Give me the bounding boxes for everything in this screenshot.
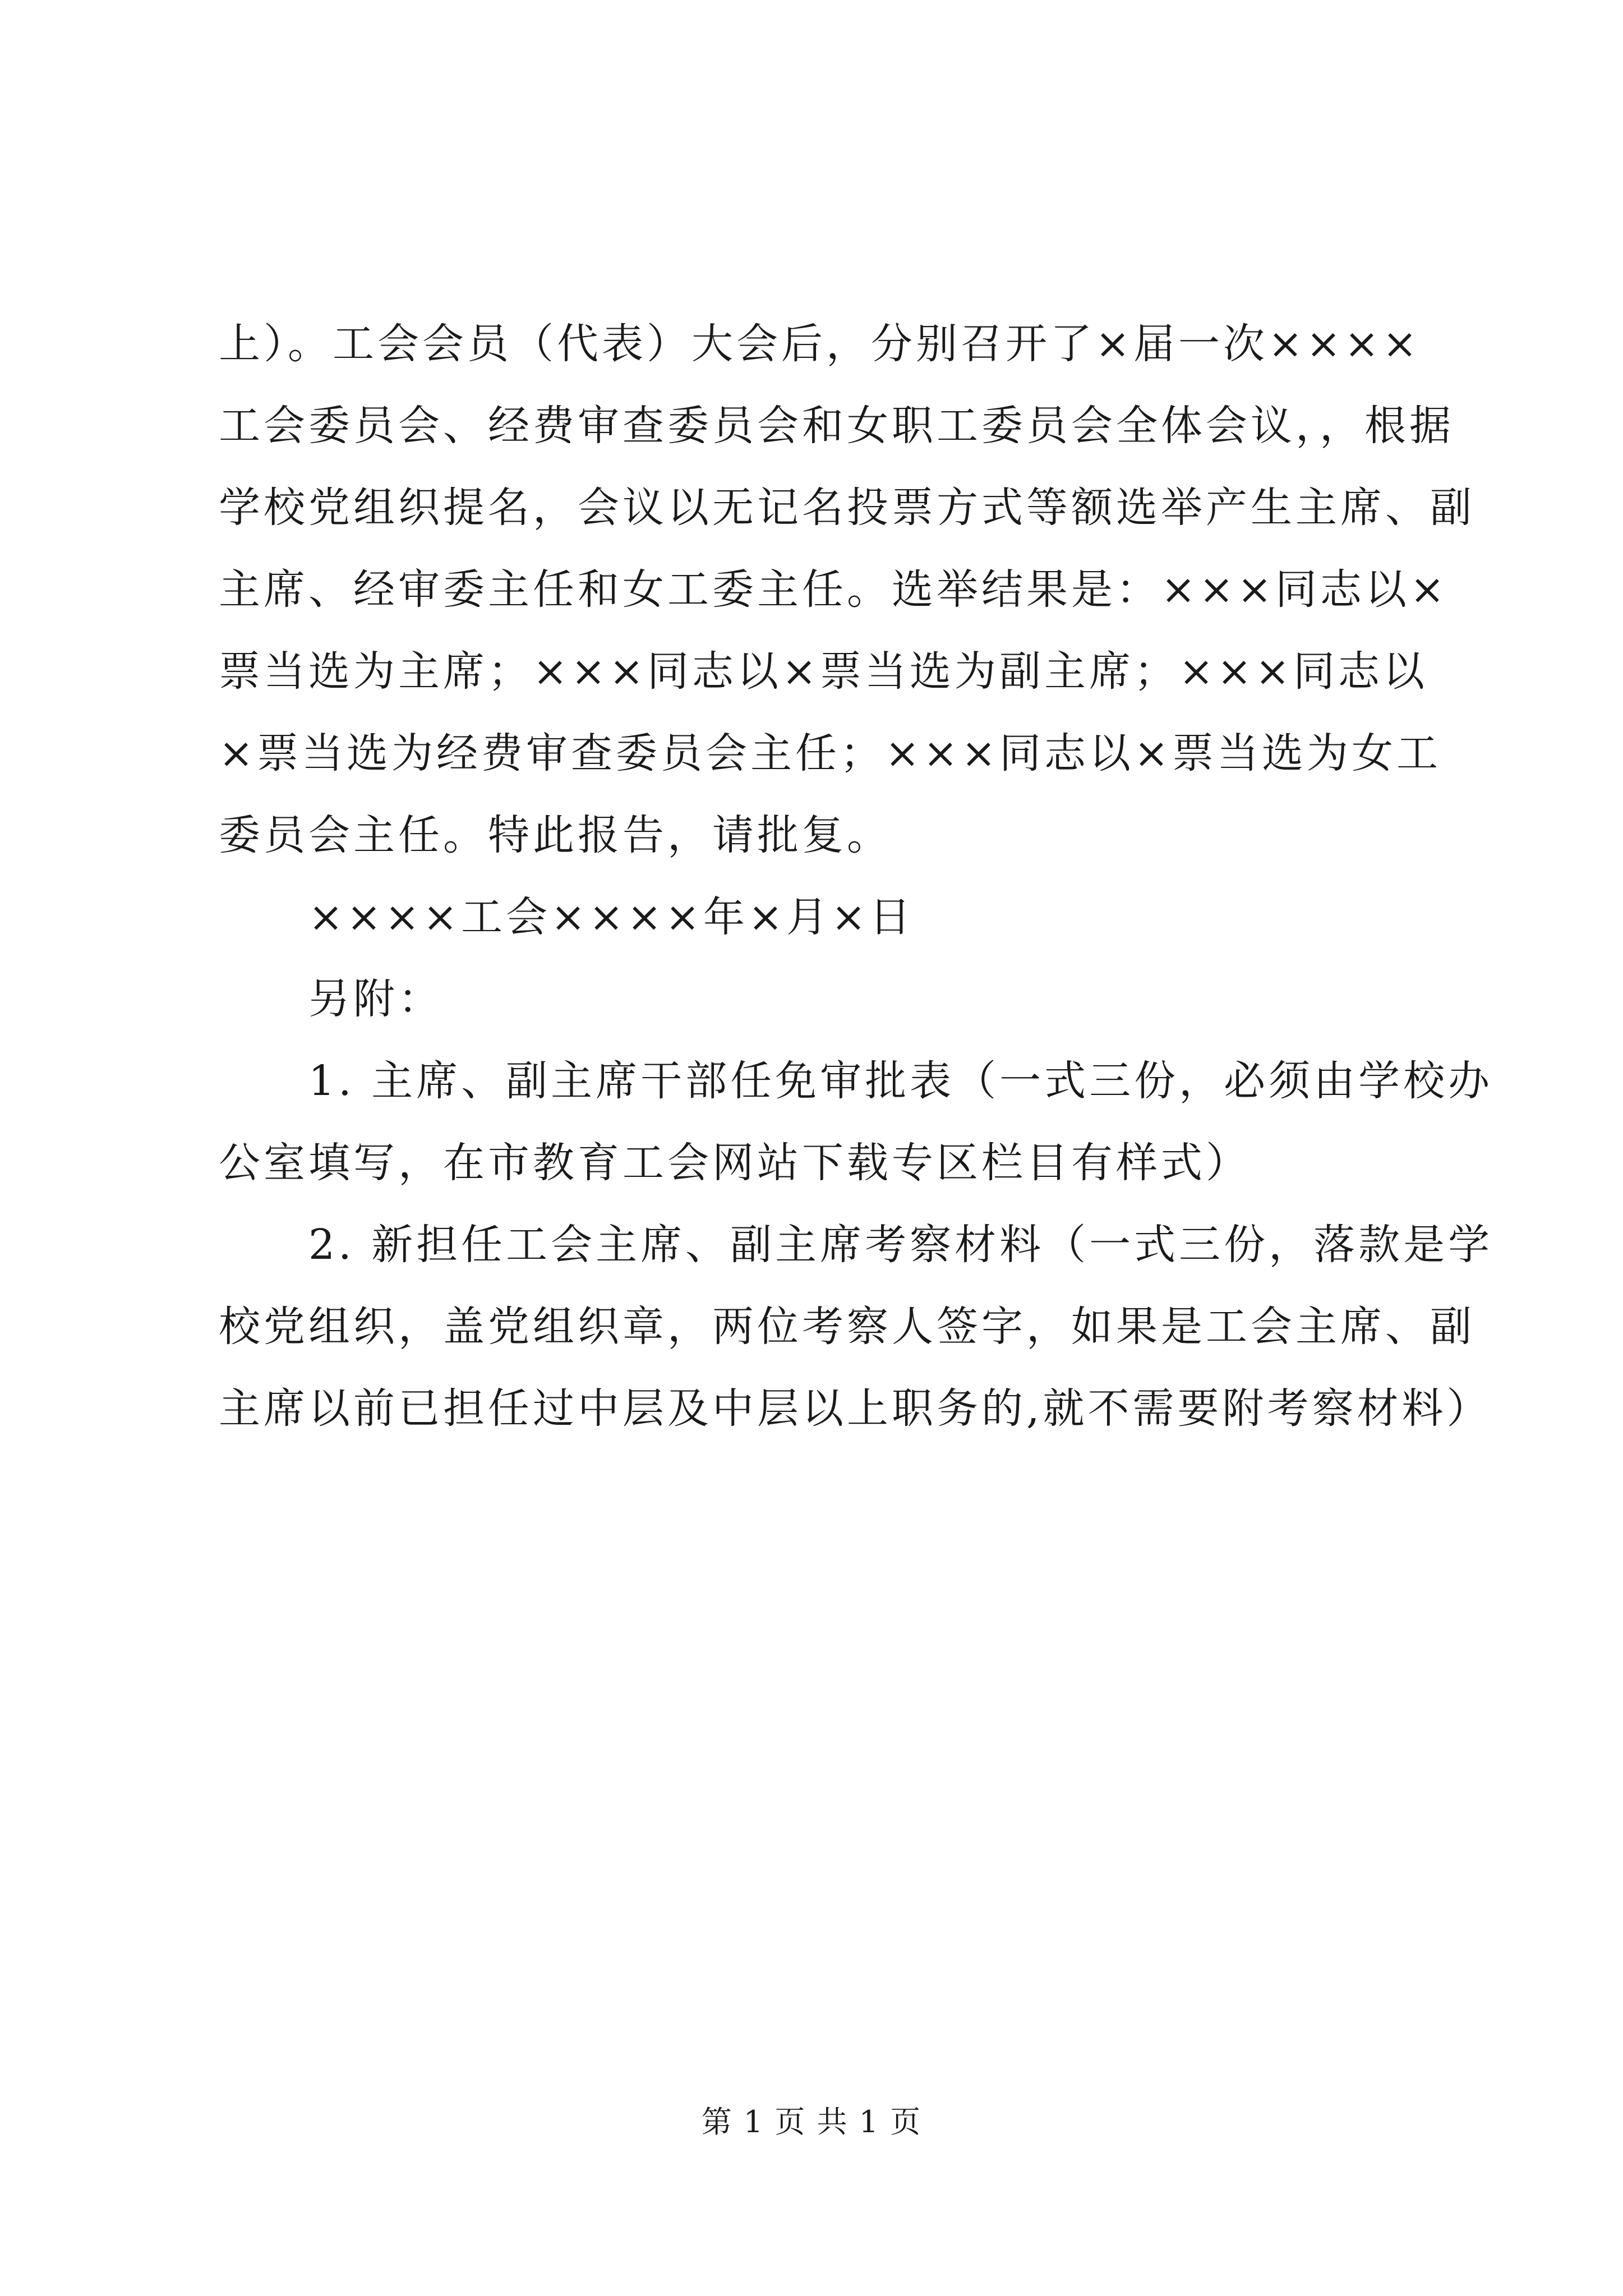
attachment-item-2-continued: 校党组织，盖党组织章，两位考察人签字，如果是工会主席、副 bbox=[219, 1303, 1475, 1351]
attachment-item-1: 1. 主席、副主席干部任免审批表（一式三份，必须由学校办 bbox=[308, 1057, 1493, 1105]
paragraph-line: 上）。工会会员（代表）大会后，分别召开了×届一次×××× bbox=[219, 320, 1421, 368]
attachment-item-2-continued: 主席以前已担任过中层及中层以上职务的,就不需要附考察材料） bbox=[219, 1384, 1492, 1433]
document-body bbox=[219, 303, 1493, 1450]
attachment-heading: 另附： bbox=[308, 975, 443, 1023]
page-footer: 第 1 页 共 1 页 bbox=[701, 2104, 922, 2139]
signature-line: ××××工会××××年×月×日 bbox=[308, 893, 915, 941]
paragraph-line: 委员会主任。特此报告，请批复。 bbox=[219, 811, 892, 859]
paragraph-line: 票当选为主席；×××同志以×票当选为副主席；×××同志以 bbox=[219, 647, 1428, 696]
attachment-item-1-continued: 公室填写，在市教育工会网站下载专区栏目有样式） bbox=[219, 1139, 1251, 1187]
paragraph-line: ×票当选为经费审查委员会主任；×××同志以×票当选为女工 bbox=[219, 729, 1442, 777]
paragraph-line: 学校党组织提名，会议以无记名投票方式等额选举产生主席、副 bbox=[219, 484, 1475, 532]
paragraph-line: 工会委员会、经费审查委员会和女职工委员会全体会议，，根据 bbox=[219, 402, 1454, 450]
paragraph-line: 主席、经审委主任和女工委主任。选举结果是：×××同志以× bbox=[219, 565, 1449, 614]
attachment-item-2: 2. 新担任工会主席、副主席考察材料（一式三份，落款是学 bbox=[308, 1221, 1493, 1269]
